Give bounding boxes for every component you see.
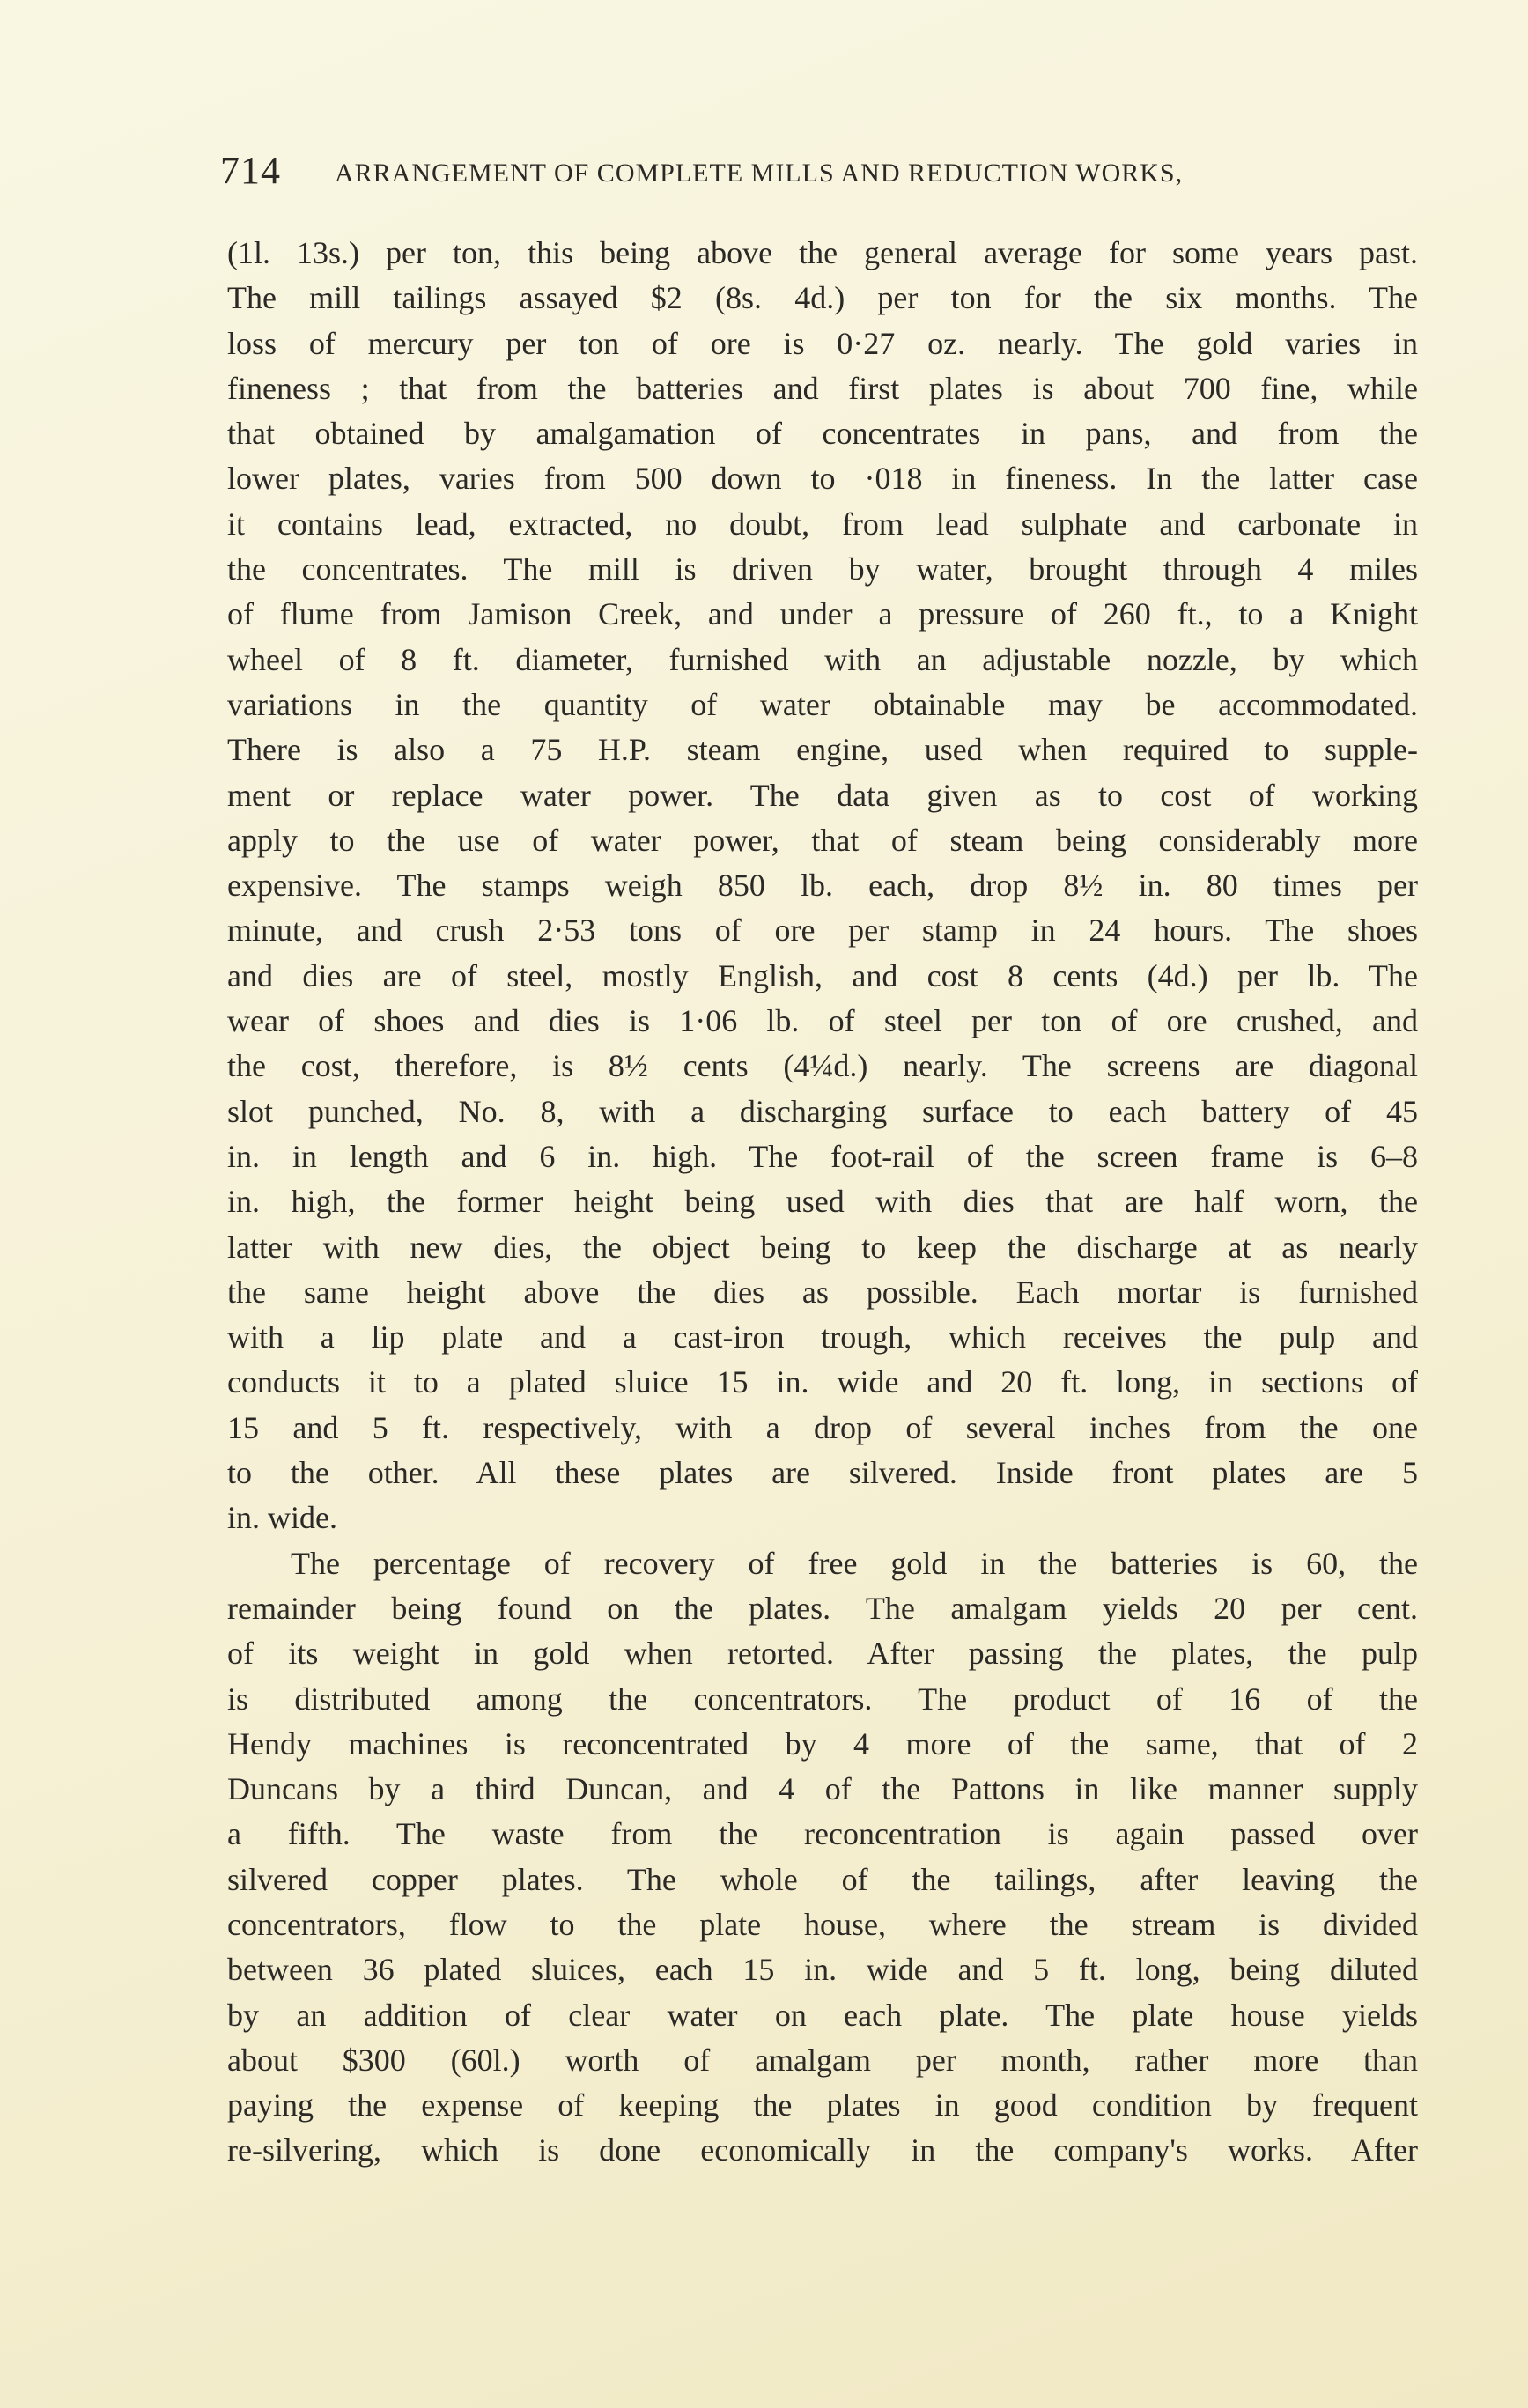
text-line: by an addition of clear water on each plate. The plate house yields xyxy=(227,1997,1418,2033)
text-line: silvered copper plates. The whole of the tailings, after leaving the xyxy=(227,1861,1418,1897)
text-line: apply to the use of water power, that of steam being considerably more xyxy=(227,822,1418,858)
text-line: loss of mercury per ton of ore is 0·27 oz. nearly. The gold varies in xyxy=(227,325,1418,361)
text-line: concentrators, flow to the plate house, where the stream is divided xyxy=(227,1906,1418,1942)
text-line: of flume from Jamison Creek, and under a pressure of 260 ft., to a Knight xyxy=(227,596,1418,632)
text-line: conducts it to a plated sluice 15 in. wide and 20 ft. long, in sections of xyxy=(227,1364,1418,1400)
text-line: minute, and crush 2·53 tons of ore per stamp in 24 hours. The shoes xyxy=(227,912,1418,949)
text-line: paying the expense of keeping the plates in good condition by frequent xyxy=(227,2087,1418,2124)
page-header xyxy=(220,148,1427,201)
text-line: re-silvering, which is done economically in the company's works. After xyxy=(227,2132,1418,2168)
text-line: Hendy machines is reconcentrated by 4 more of the same, that of 2 xyxy=(227,1725,1418,1762)
text-line: with a lip plate and a cast-iron trough, which receives the pulp and xyxy=(227,1319,1418,1355)
text-line: lower plates, varies from 500 down to ·018 in fineness. In the latter case xyxy=(227,461,1418,497)
text-line: (1l. 13s.) per ton, this being above the general average for some years past. xyxy=(227,235,1418,270)
text-line: slot punched, No. 8, with a discharging surface to each battery of 45 xyxy=(227,1093,1418,1129)
text-line: wear of shoes and dies is 1·06 lb. of steel per ton of ore crushed, and xyxy=(227,1003,1418,1039)
text-line: There is also a 75 H.P. steam engine, used when required to supple- xyxy=(227,732,1418,768)
text-line: Duncans by a third Duncan, and 4 of the Pattons in like manner supply xyxy=(227,1771,1418,1807)
text-line: and dies are of steel, mostly English, and cost 8 cents (4d.) per lb. The xyxy=(227,957,1418,993)
page-body xyxy=(227,231,1418,2174)
text-line: The percentage of recovery of free gold in the batteries is 60, the xyxy=(291,1545,1418,1581)
text-line: ment or replace water power. The data given as to cost of working xyxy=(227,777,1418,813)
text-line: latter with new dies, the object being to keep the discharge at as nearly xyxy=(227,1229,1418,1265)
text-line: it contains lead, extracted, no doubt, from lead sulphate and carbonate in xyxy=(227,506,1418,542)
text-line: remainder being found on the plates. The amalgam yields 20 per cent. xyxy=(227,1590,1418,1626)
page-number: 714 xyxy=(220,149,281,192)
text-line: The mill tailings assayed $2 (8s. 4d.) per ton for the six months. The xyxy=(227,280,1418,316)
text-line: the same height above the dies as possible. Each mortar is furnished xyxy=(227,1274,1418,1310)
text-line: is distributed among the concentrators. The product of 16 of the xyxy=(227,1680,1418,1717)
text-line: of its weight in gold when retorted. After passing the plates, the pulp xyxy=(227,1636,1418,1672)
text-line: between 36 plated sluices, each 15 in. wide and 5 ft. long, being diluted xyxy=(227,1952,1418,1988)
text-line: expensive. The stamps weigh 850 lb. each, drop 8½ in. 80 times per xyxy=(227,868,1418,904)
text-line: wheel of 8 ft. diameter, furnished with an adjustable nozzle, by which xyxy=(227,641,1418,677)
text-line: the concentrates. The mill is driven by water, brought through 4 miles xyxy=(227,551,1418,587)
text-line: a fifth. The waste from the reconcentration is again passed over xyxy=(227,1816,1418,1852)
text-line: the cost, therefore, is 8½ cents (4¼d.) nearly. The screens are diagonal xyxy=(227,1048,1418,1084)
text-line: to the other. All these plates are silvered. Inside front plates are 5 xyxy=(227,1455,1418,1491)
paragraph xyxy=(227,231,1418,1541)
paragraph xyxy=(227,1541,1418,2174)
text-line: that obtained by amalgamation of concentrates in pans, and from the xyxy=(227,416,1418,452)
text-line: about $300 (60l.) worth of amalgam per month, rather more than xyxy=(227,2042,1418,2078)
text-line: fineness ; that from the batteries and first plates is about 700 fine, while xyxy=(227,370,1418,406)
text-line: variations in the quantity of water obtainable may be accommodated. xyxy=(227,686,1418,722)
text-line: in. wide. xyxy=(227,1500,337,1536)
text-line: in. high, the former height being used with dies that are half worn, the xyxy=(227,1184,1418,1220)
text-line: 15 and 5 ft. respectively, with a drop of several inches from the one xyxy=(227,1409,1418,1445)
running-head: ARRANGEMENT OF COMPLETE MILLS AND REDUCTION WORKS, xyxy=(335,159,1184,188)
text-line: in. in length and 6 in. high. The foot-rail of the screen frame is 6–8 xyxy=(227,1138,1418,1174)
